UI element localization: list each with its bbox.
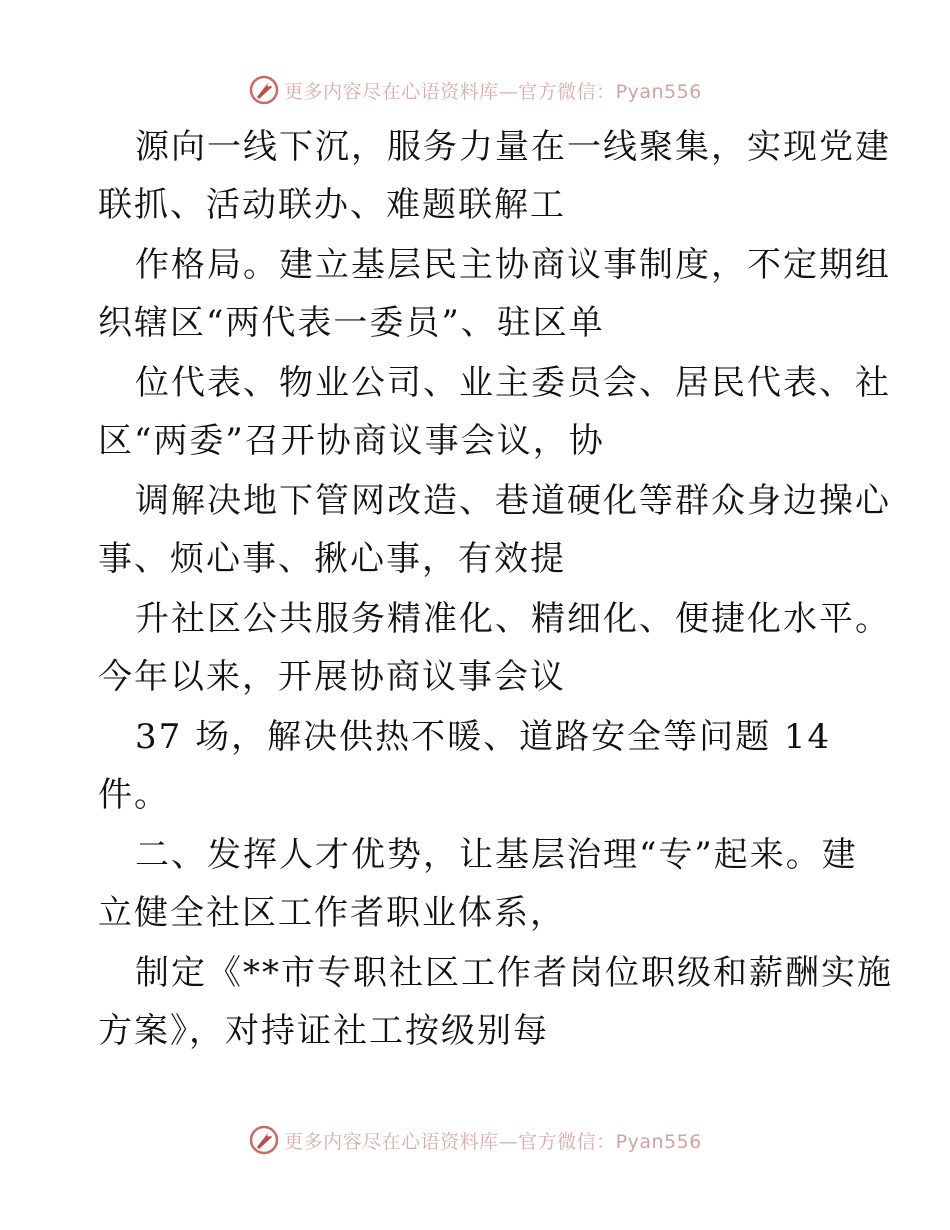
text-line: 作格局。建立基层民主协商议事制度，不定期组 [135, 245, 891, 285]
pen-nib-logo-icon [248, 1124, 280, 1156]
watermark-id: Pyan556 [615, 80, 702, 103]
text-line: 事、烦心事、揪心事，有效提 [98, 539, 566, 579]
text-line: 二、发挥人才优势，让基层治理“专”起来。建 [135, 835, 858, 875]
text-line: 织辖区“两代表一委员”、驻区单 [98, 303, 605, 343]
watermark-label: 更多内容尽在心语资料库—官方微信： [284, 1130, 616, 1153]
text-line: 方案》，对持证社工按级别每 [98, 1011, 549, 1051]
header-watermark [0, 70, 950, 110]
watermark-text [284, 77, 702, 104]
text-line: 区“两委”召开协商议事会议，协 [98, 421, 605, 461]
text-line: 制定《**市专职社区工作者岗位职级和薪酬实施 [135, 953, 893, 993]
text-line: 立健全社区工作者职业体系， [98, 893, 566, 933]
text-line: 今年以来，开展协商议事会议 [98, 657, 566, 697]
text-line: 调解决地下管网改造、巷道硬化等群众身边操心 [135, 481, 891, 521]
watermark-id: Pyan556 [615, 1130, 702, 1153]
text-line: 源向一线下沉，服务力量在一线聚集，实现党建 [135, 127, 891, 167]
watermark-text [284, 1127, 702, 1154]
footer-watermark [0, 1120, 950, 1160]
text-line: 升社区公共服务精准化、精细化、便捷化水平。 [135, 599, 891, 639]
text-line: 位代表、物业公司、业主委员会、居民代表、社 [135, 363, 891, 403]
text-line: 联抓、活动联办、难题联解工 [98, 185, 566, 225]
watermark-label: 更多内容尽在心语资料库—官方微信： [284, 80, 616, 103]
text-line: 件。 [98, 775, 170, 815]
text-line: 37 场，解决供热不暖、道路安全等问题 14 [135, 717, 832, 757]
pen-nib-logo-icon [248, 74, 280, 106]
